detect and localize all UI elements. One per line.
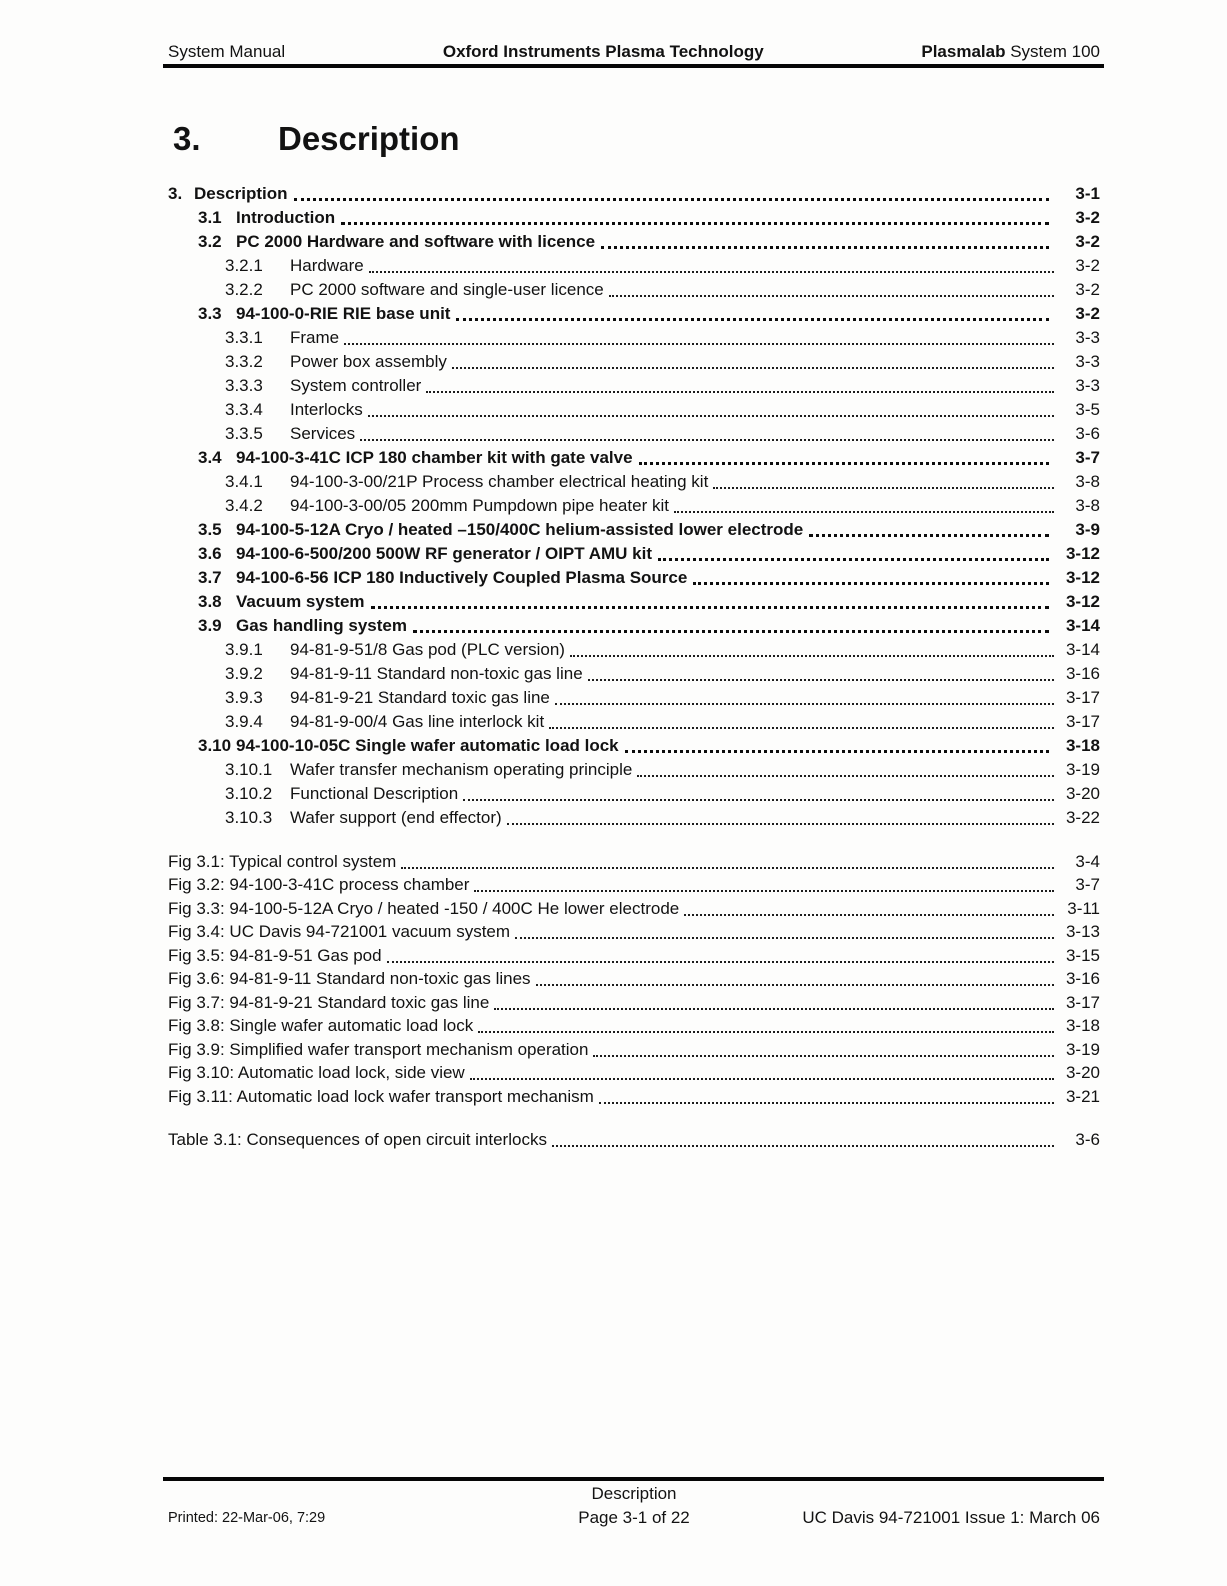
table-list	[168, 1127, 1100, 1151]
dot-leader	[470, 1078, 1054, 1080]
toc-number: 3.3.5	[225, 424, 263, 443]
page-number: 3-17	[1065, 992, 1100, 1012]
toc-number: 3.3.2	[225, 352, 263, 371]
figure-entry	[168, 1014, 1100, 1038]
toc-entry-label: 94-100-3-00/21P Process chamber electrical heating kit	[290, 472, 709, 491]
toc-entry-label: Introduction	[236, 208, 336, 227]
toc-entry	[168, 373, 1100, 397]
dot-leader	[401, 867, 1054, 869]
toc-entry-label: Hardware	[290, 256, 364, 275]
toc-number: 3.7	[198, 568, 222, 587]
page-number: 3-8	[1075, 496, 1100, 515]
page-number: 3-2	[1075, 232, 1100, 251]
page-number: 3-8	[1075, 472, 1100, 491]
toc-entry-label: PC 2000 Hardware and software with licence	[236, 232, 596, 251]
toc-number: 3.9.2	[225, 664, 263, 683]
dot-leader	[625, 750, 1049, 753]
toc-entry	[168, 661, 1100, 685]
toc-entry-label: 94-81-9-51/8 Gas pod (PLC version)	[290, 640, 565, 659]
toc-entry-label: 94-100-6-500/200 500W RF generator / OIPT AMU kit	[236, 544, 653, 563]
dot-leader	[599, 1102, 1054, 1104]
toc-entry	[168, 229, 1100, 253]
footer-rule	[163, 1477, 1104, 1481]
toc-number: 3.8	[198, 592, 222, 611]
dot-leader	[368, 415, 1054, 417]
figure-entry-label: Fig 3.9: Simplified wafer transport mechanism operation	[168, 1039, 589, 1059]
dot-leader	[463, 799, 1054, 801]
table-entry-label: Table 3.1: Consequences of open circuit interlocks	[168, 1130, 547, 1149]
figure-entry	[168, 943, 1100, 967]
toc-entry-label: 94-100-3-00/05 200mm Pumpdown pipe heater kit	[290, 496, 669, 515]
page-number: 3-6	[1075, 424, 1100, 443]
dot-leader	[658, 558, 1049, 561]
dot-leader	[494, 1008, 1054, 1010]
toc-entry-label: Wafer support (end effector)	[290, 808, 502, 827]
page-number: 3-16	[1065, 969, 1100, 988]
dot-leader	[536, 984, 1054, 986]
header-product-rest: System 100	[1005, 42, 1100, 61]
toc-entry-label: 94-100-0-RIE RIE base unit	[236, 304, 451, 323]
toc-entry	[168, 349, 1100, 373]
footer-issue-info: UC Davis 94-721001 Issue 1: March 06	[802, 1508, 1100, 1527]
page-number: 3-17	[1065, 688, 1100, 707]
figure-entry-label: Fig 3.8: Single wafer automatic load lock	[168, 1016, 474, 1035]
toc-number: 3.9.4	[225, 712, 263, 731]
toc-number: 3.4.1	[225, 472, 263, 491]
toc-entry-label: Frame	[290, 328, 340, 347]
dot-leader	[478, 1031, 1054, 1033]
toc-entry	[168, 565, 1100, 589]
dot-leader	[693, 582, 1049, 585]
toc-entry-label: Functional Description	[290, 784, 459, 803]
toc-number: 3.4	[198, 448, 222, 467]
figure-entry	[168, 873, 1100, 897]
page-number: 3-3	[1075, 328, 1100, 347]
figure-entry-label: Fig 3.1: Typical control system	[168, 851, 397, 871]
dot-leader	[639, 462, 1049, 465]
page-number: 3-20	[1065, 784, 1100, 803]
dot-leader	[549, 727, 1054, 729]
toc-entry	[168, 277, 1100, 301]
toc-entry	[168, 637, 1100, 661]
dot-leader	[294, 198, 1049, 201]
dot-leader	[344, 343, 1054, 345]
page-number: 3-16	[1065, 664, 1100, 683]
footer-section-title: Description	[591, 1484, 677, 1503]
toc-entry	[168, 445, 1100, 469]
toc-number: 3.10.2	[225, 784, 273, 803]
dot-leader	[570, 655, 1054, 657]
toc-entry-label: 94-100-3-41C ICP 180 chamber kit with gate valve	[236, 448, 633, 467]
page-number: 3-3	[1075, 376, 1100, 395]
figure-entry	[168, 967, 1100, 991]
page-number: 3-19	[1065, 760, 1100, 779]
toc-entry-label: 94-81-9-21 Standard toxic gas line	[290, 688, 550, 707]
page-number: 3-2	[1075, 256, 1100, 275]
toc-entry-label: Power box assembly	[290, 352, 447, 371]
page-number: 3-21	[1065, 1086, 1100, 1106]
toc-entry	[168, 493, 1100, 517]
page-number: 3-12	[1065, 544, 1100, 563]
dot-leader	[809, 534, 1049, 537]
header-company-title: Oxford Instruments Plasma Technology	[442, 42, 764, 61]
page-number: 3-12	[1065, 592, 1100, 611]
page-number: 3-7	[1075, 448, 1100, 467]
toc-entry	[168, 781, 1100, 805]
toc-entry-label: 94-100-10-05C Single wafer automatic load lock	[236, 736, 619, 755]
toc-entry	[168, 709, 1100, 733]
dot-leader	[552, 1145, 1054, 1147]
page-number: 3-1	[1075, 184, 1100, 203]
dot-leader	[371, 606, 1049, 609]
toc-entry	[168, 733, 1100, 757]
header-rule	[163, 64, 1104, 68]
dot-leader	[555, 703, 1054, 705]
page-number: 3-2	[1075, 208, 1100, 227]
page-number: 3-3	[1075, 352, 1100, 371]
toc-number: 3.10.3	[225, 808, 273, 827]
toc-entry-label: 94-100-5-12A Cryo / heated –150/400C helium-assisted lower electrode	[236, 520, 804, 539]
toc-entry-label: Vacuum system	[236, 592, 365, 611]
toc-number: 3.3	[198, 304, 222, 323]
page-title-text: Description	[278, 120, 460, 157]
page-number: 3-15	[1065, 945, 1100, 965]
toc-number: 3.10	[198, 736, 232, 755]
page-number: 3-19	[1065, 1039, 1100, 1059]
page-number: 3-5	[1075, 400, 1100, 419]
toc-entry	[168, 517, 1100, 541]
figure-entry	[168, 896, 1100, 920]
page-footer	[168, 1507, 1100, 1529]
dot-leader	[474, 890, 1054, 892]
toc-number: 3.2.1	[225, 256, 263, 275]
page-title-number: 3.	[173, 120, 201, 157]
dot-leader	[452, 367, 1054, 369]
figure-entry	[168, 1061, 1100, 1085]
page-number: 3-18	[1065, 1016, 1100, 1035]
page-number: 3-12	[1065, 568, 1100, 587]
toc-number: 3.9.3	[225, 688, 263, 707]
dot-leader	[515, 937, 1054, 939]
figure-entry	[168, 1084, 1100, 1108]
dot-leader	[609, 295, 1054, 297]
figure-list	[168, 849, 1100, 1108]
page-number: 3-6	[1075, 1130, 1100, 1149]
header-product	[921, 42, 1100, 62]
dot-leader	[588, 679, 1054, 681]
figure-entry	[168, 849, 1100, 873]
figure-entry	[168, 990, 1100, 1014]
page-header	[168, 42, 1100, 62]
toc-entry-label: PC 2000 software and single-user licence	[290, 280, 604, 299]
toc-number: 3.10.1	[225, 760, 273, 779]
page-number: 3-13	[1065, 922, 1100, 941]
toc-number: 3.3.1	[225, 328, 263, 347]
page-number: 3-18	[1065, 736, 1100, 755]
toc-entry	[168, 205, 1100, 229]
toc-entry	[168, 589, 1100, 613]
toc-number: 3.5	[198, 520, 222, 539]
figure-entry-label: Fig 3.11: Automatic load lock wafer transport mechanism	[168, 1086, 594, 1106]
dot-leader	[456, 318, 1049, 321]
toc-number: 3.3.4	[225, 400, 263, 419]
toc-number: 3.3.3	[225, 376, 263, 395]
toc-number: 3.2.2	[225, 280, 263, 299]
dot-leader	[713, 487, 1054, 489]
dot-leader	[413, 630, 1049, 633]
figure-entry-label: Fig 3.6: 94-81-9-11 Standard non-toxic gas lines	[168, 969, 531, 988]
header-brand-name: Plasmalab	[921, 42, 1006, 61]
figure-entry-label: Fig 3.7: 94-81-9-21 Standard toxic gas line	[168, 992, 490, 1012]
page-number: 3-14	[1065, 640, 1100, 659]
dot-leader	[684, 914, 1054, 916]
dot-leader	[369, 271, 1054, 273]
dot-leader	[593, 1055, 1054, 1057]
toc-entry	[168, 397, 1100, 421]
header-doc-type: System Manual	[168, 42, 286, 61]
page-number: 3-14	[1065, 616, 1100, 635]
toc-entry	[168, 613, 1100, 637]
page-number: 3-7	[1075, 875, 1100, 894]
toc-entry-label: System controller	[290, 376, 422, 395]
dot-leader	[387, 961, 1054, 963]
table-entry	[168, 1127, 1100, 1151]
figure-entry-label: Fig 3.2: 94-100-3-41C process chamber	[168, 875, 470, 894]
page-title	[173, 118, 460, 160]
dot-leader	[637, 775, 1054, 777]
toc-entry	[168, 253, 1100, 277]
toc-number: 3.9.1	[225, 640, 263, 659]
figure-entry-label: Fig 3.4: UC Davis 94-721001 vacuum system	[168, 922, 511, 941]
dot-leader	[507, 823, 1054, 825]
dot-leader	[426, 391, 1054, 393]
figure-entry	[168, 920, 1100, 944]
dot-leader	[360, 439, 1054, 441]
page-number: 3-11	[1067, 898, 1100, 918]
toc-entry-label: 94-81-9-11 Standard non-toxic gas line	[290, 664, 583, 683]
toc-entry	[168, 301, 1100, 325]
page-number: 3-4	[1075, 851, 1100, 871]
toc-entry-label: Wafer transfer mechanism operating principle	[290, 760, 633, 779]
table-of-contents	[168, 181, 1100, 829]
toc-entry	[168, 325, 1100, 349]
footer-page-number: Page 3-1 of 22	[578, 1508, 690, 1527]
figure-entry-label: Fig 3.3: 94-100-5-12A Cryo / heated -150 / 400C He lower electrode	[168, 898, 680, 918]
toc-entry	[168, 469, 1100, 493]
toc-entry-label: 94-81-9-00/4 Gas line interlock kit	[290, 712, 545, 731]
page-number: 3-17	[1065, 712, 1100, 731]
toc-number: 3.4.2	[225, 496, 263, 515]
page-number: 3-20	[1065, 1063, 1100, 1082]
toc-entry	[168, 541, 1100, 565]
page-number: 3-2	[1075, 280, 1100, 299]
toc-entry-label: Services	[290, 424, 356, 443]
figure-entry-label: Fig 3.10: Automatic load lock, side view	[168, 1063, 465, 1082]
dot-leader	[341, 222, 1049, 225]
figure-entry	[168, 1037, 1100, 1061]
toc-entry	[168, 757, 1100, 781]
toc-number: 3.6	[198, 544, 222, 563]
page-number: 3-22	[1065, 808, 1100, 827]
page-number: 3-2	[1075, 304, 1100, 323]
toc-entry-label: Description	[194, 184, 288, 203]
toc-entry-label: Gas handling system	[236, 616, 407, 635]
toc-number: 3.1	[198, 208, 222, 227]
toc-entry-label: 94-100-6-56 ICP 180 Inductively Coupled Plasma Source	[236, 568, 688, 587]
toc-entry-label: Interlocks	[290, 400, 363, 419]
toc-number: 3.9	[198, 616, 222, 635]
footer-printed-timestamp: Printed: 22-Mar-06, 7:29	[168, 1510, 326, 1526]
toc-number: 3.	[168, 184, 183, 203]
figure-entry-label: Fig 3.5: 94-81-9-51 Gas pod	[168, 945, 382, 965]
toc-number: 3.2	[198, 232, 222, 251]
dot-leader	[601, 246, 1049, 249]
toc-entry	[168, 685, 1100, 709]
dot-leader	[674, 511, 1054, 513]
toc-entry	[168, 181, 1100, 205]
toc-entry	[168, 421, 1100, 445]
toc-entry	[168, 805, 1100, 829]
page-number: 3-9	[1075, 520, 1100, 539]
